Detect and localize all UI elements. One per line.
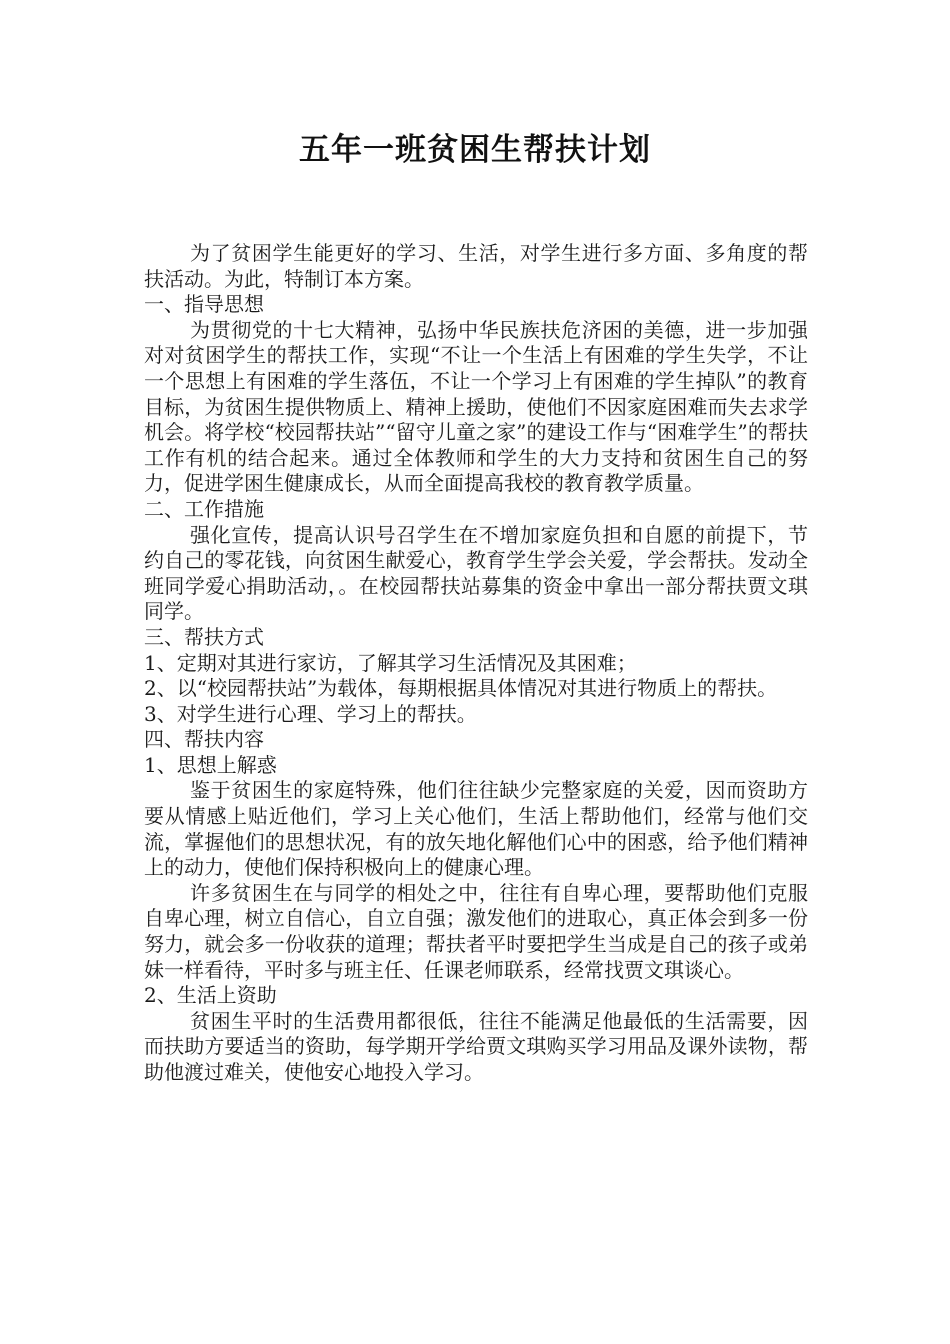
- ideological-paragraph-1: 鉴于贫困生的家庭特殊，他们往往缺少完整家庭的关爱，因而资助方要从情感上贴近他们，学习上关心他们，生活上帮助他们，经常与他们交流，掌握他们的思想状况，有的放矢地化解他们心中的困惑，给予他们精神上的动力，使他们保持积极向上的健康心理。: [144, 778, 808, 880]
- living-support-paragraph: 贫困生平时的生活费用都很低，往往不能满足他最低的生活需要，因而扶助方要适当的资助，每学期开学给贾文琪购买学习用品及课外读物，帮助他渡过难关，使他安心地投入学习。: [144, 1008, 808, 1084]
- subheading-ideological: 1、思想上解惑: [144, 752, 277, 777]
- method-item-3: 3、对学生进行心理、学习上的帮扶。: [144, 701, 477, 726]
- guiding-thought-paragraph: 为贯彻党的十七大精神，弘扬中华民族扶危济困的美德，进一步加强对对贫困学生的帮扶工作，实现“不让一个生活上有困难的学生失学，不让一个思想上有困难的学生落伍，不让一个学习上有困难的学生掉队”的教育目标，为贫困生提供物质上、精神上援助，使他们不因家庭困难而失去求学机会。将学校“校园帮扶站”“留守儿童之家”的建设工作与“困难学生”的帮扶工作有机的结合起来。通过全体教师和学生的大力支持和贫困生自己的努力，促进学困生健康成长，从而全面提高我校的教育教学质量。: [144, 317, 808, 496]
- work-measures-paragraph: 强化宣传，提高认识号召学生在不增加家庭负担和自愿的前提下，节约自己的零花钱，向贫困生献爱心，教育学生学会关爱，学会帮扶。发动全班同学爱心捐助活动，。在校园帮扶站募集的资金中拿出一部分帮扶贾文琪同学。: [144, 522, 808, 624]
- intro-paragraph: 为了贫困学生能更好的学习、生活，对学生进行多方面、多角度的帮扶活动。为此，特制订本方案。: [144, 241, 808, 291]
- subheading-living-support: 2、生活上资助: [144, 983, 277, 1008]
- section-heading-assistance-methods: 三、帮扶方式: [144, 624, 264, 649]
- document-title: 五年一班贫困生帮扶计划: [299, 132, 651, 168]
- section-heading-guiding-thought: 一、指导思想: [144, 292, 264, 317]
- section-heading-work-measures: 二、工作措施: [144, 496, 264, 521]
- method-item-2: 2、以“校园帮扶站”为载体，每期根据具体情况对其进行物质上的帮扶。: [144, 676, 778, 701]
- section-heading-assistance-content: 四、帮扶内容: [144, 727, 264, 752]
- method-item-1: 1、定期对其进行家访，了解其学习生活情况及其困难；: [144, 650, 637, 675]
- ideological-paragraph-2: 许多贫困生在与同学的相处之中，往往有自卑心理，要帮助他们克服自卑心理，树立自信心，自立自强；激发他们的进取心，真正体会到多一份努力，就会多一份收获的道理；帮扶者平时要把学生当成是自己的孩子或弟妹一样看待，平时多与班主任、任课老师联系，经常找贾文琪谈心。: [144, 880, 808, 982]
- document-body: [144, 241, 808, 1086]
